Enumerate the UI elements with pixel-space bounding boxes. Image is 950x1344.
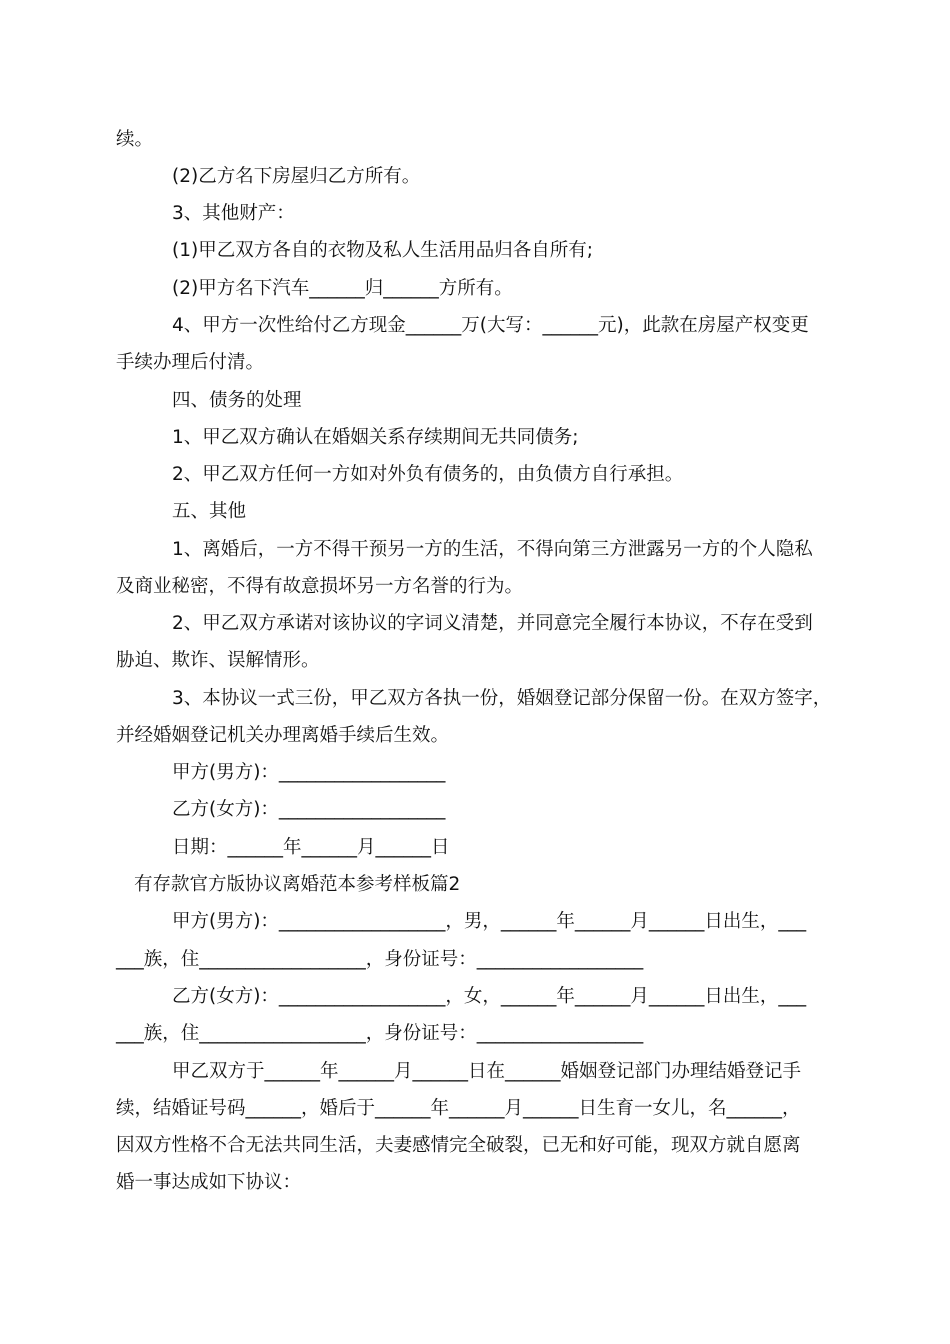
text-line: 续，结婚证号码______，婚后于______年______月______日生育一女儿，名______， <box>116 1098 801 1119</box>
text-line: (2)甲方名下汽车______归______方所有。 <box>172 278 513 299</box>
text-line: 3、本协议一式三份，甲乙双方各执一份，婚姻登记部分保留一份。在双方签字， <box>172 688 832 709</box>
text-line: 甲乙双方于______年______月______日在______婚姻登记部门办理结婚登记手 <box>172 1061 802 1082</box>
signature-line-party-a: 甲方(男方)：__________________ <box>172 762 446 783</box>
text-line: 4、甲方一次性给付乙方现金______万(大写：______元)，此款在房屋产权变更 <box>172 315 809 336</box>
signature-line-party-b: 乙方(女方)：__________________ <box>172 799 446 820</box>
text-line: 因双方性格不合无法共同生活，夫妻感情完全破裂，已无和好可能，现双方就自愿离 <box>116 1135 801 1156</box>
text-line: 婚一事达成如下协议： <box>116 1172 302 1193</box>
text-line: 1、离婚后，一方不得干预另一方的生活，不得向第三方泄露另一方的个人隐私 <box>172 539 813 560</box>
document-title: 有存款官方版协议离婚范本参考样板篇2 <box>134 874 461 895</box>
text-line: ___族，住__________________，身份证号：__________________ <box>116 1023 644 1044</box>
text-line: ___族，住__________________，身份证号：__________________ <box>116 949 644 970</box>
text-line: 甲方(男方)：__________________，男，______年______月______日出生，___ <box>172 911 807 932</box>
text-line: 并经婚姻登记机关办理离婚手续后生效。 <box>116 725 450 746</box>
text-line: 2、甲乙双方承诺对该协议的字词义清楚，并同意完全履行本协议，不存在受到 <box>172 613 813 634</box>
text-line: 手续办理后付清。 <box>116 352 265 373</box>
text-line: 续。 <box>116 129 154 150</box>
text-line: 乙方(女方)：__________________，女，______年______月______日出生，___ <box>172 986 807 1007</box>
text-line: 及商业秘密，不得有故意损坏另一方名誉的行为。 <box>116 576 524 597</box>
text-line: 1、甲乙双方确认在婚姻关系存续期间无共同债务; <box>172 427 579 448</box>
text-line: (2)乙方名下房屋归乙方所有。 <box>172 166 421 187</box>
text-line: 2、甲乙双方任何一方如对外负有债务的，由负债方自行承担。 <box>172 464 684 485</box>
section-heading: 五、其他 <box>172 501 247 522</box>
text-line: 胁迫、欺诈、误解情形。 <box>116 650 320 671</box>
date-line: 日期：______年______月______日 <box>172 837 450 858</box>
section-heading: 四、债务的处理 <box>172 390 302 411</box>
text-line: 3、其他财产： <box>172 203 295 224</box>
text-line: (1)甲乙双方各自的衣物及私人生活用品归各自所有; <box>172 240 593 261</box>
